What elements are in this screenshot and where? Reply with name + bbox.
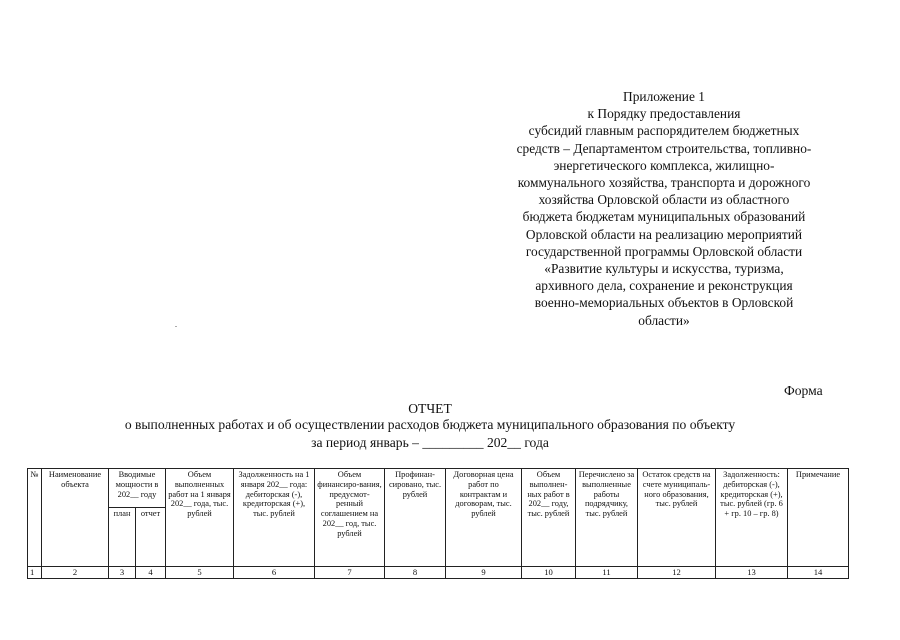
appendix-line: государственной программы Орловской области xyxy=(525,243,803,259)
form-label: Форма xyxy=(784,383,823,398)
column-number: 3 xyxy=(109,567,136,579)
appendix-line: средств – Департаментом строительства, топливно- xyxy=(516,140,812,156)
header-name: Наименование объекта xyxy=(42,469,109,567)
appendix-line: к Порядку предоставления xyxy=(587,106,741,122)
appendix-block xyxy=(486,88,842,329)
header-note: Примечание xyxy=(788,469,849,567)
column-number: 5 xyxy=(166,567,234,579)
header-capacity: Вводимые мощности в 202__ году xyxy=(109,469,166,508)
column-number: 11 xyxy=(576,567,638,579)
appendix-line: бюджета бюджетам муниципальных образований xyxy=(522,209,806,225)
column-number: 10 xyxy=(522,567,576,579)
header-num: № xyxy=(28,469,42,567)
appendix-line: «Развитие культуры и искусства, туризма, xyxy=(544,261,784,277)
column-number: 6 xyxy=(234,567,315,579)
report-title: ОТЧЕТ xyxy=(408,401,452,416)
header-debt: Задолженность: дебиторская (-), кредиторская (+), тыс. рублей (гр. 6 + гр. 10 – гр. 8) xyxy=(716,469,788,567)
header-contract-price: Договорная цена работ по контрактам и договорам, тыс. рублей xyxy=(446,469,522,567)
appendix-line: Приложение 1 xyxy=(623,89,705,104)
report-table xyxy=(27,468,849,579)
header-report: отчет xyxy=(136,508,166,567)
column-number: 1 xyxy=(28,567,42,579)
report-period: за период январь – _________ 202__ года xyxy=(311,435,549,450)
column-number: 2 xyxy=(42,567,109,579)
appendix-line: военно-мемориальных объектов в Орловской xyxy=(534,295,794,311)
column-number: 9 xyxy=(446,567,522,579)
appendix-line: хозяйства Орловской области из областного xyxy=(538,192,790,208)
column-number-row xyxy=(28,567,849,579)
header-balance: Остаток средств на счете муниципаль-ного образования, тыс. рублей xyxy=(638,469,716,567)
header-row xyxy=(28,469,849,508)
column-number: 12 xyxy=(638,567,716,579)
header-debt-jan: Задолженность на 1 января 202__ года: дебиторская (-), кредиторская (+), тыс. рублей xyxy=(234,469,315,567)
appendix-line: Орловской области на реализацию мероприятий xyxy=(525,226,803,242)
report-subtitle: о выполненных работах и об осуществлении расходов бюджета муниципального образования по объекту xyxy=(124,417,736,432)
header-financing: Объем финансиро-вания, предусмот-ренный соглашением на 202__ год, тыс. рублей xyxy=(315,469,385,567)
column-number: 7 xyxy=(315,567,385,579)
header-work-volume: Объем выполнен-ных работ в 202__ году, тыс. рублей xyxy=(522,469,576,567)
appendix-line: коммунального хозяйства, транспорта и дорожного xyxy=(517,175,811,191)
column-number: 13 xyxy=(716,567,788,579)
appendix-line: области» xyxy=(638,312,690,328)
appendix-line: энергетического комплекса, жилищно- xyxy=(553,157,775,173)
header-financed: Профинан-сировано, тыс. рублей xyxy=(385,469,446,567)
column-number: 8 xyxy=(385,567,446,579)
header-work-done: Объем выполненных работ на 1 января 202__ года, тыс. рублей xyxy=(166,469,234,567)
header-plan: план xyxy=(109,508,136,567)
column-number: 14 xyxy=(788,567,849,579)
scan-speck xyxy=(175,326,177,327)
appendix-line: субсидий главным распорядителем бюджетных xyxy=(528,123,800,139)
column-number: 4 xyxy=(136,567,166,579)
appendix-line: архивного дела, сохранение и реконструкция xyxy=(535,278,793,294)
header-transferred: Перечислено за выполненные работы подрядчику, тыс. рублей xyxy=(576,469,638,567)
